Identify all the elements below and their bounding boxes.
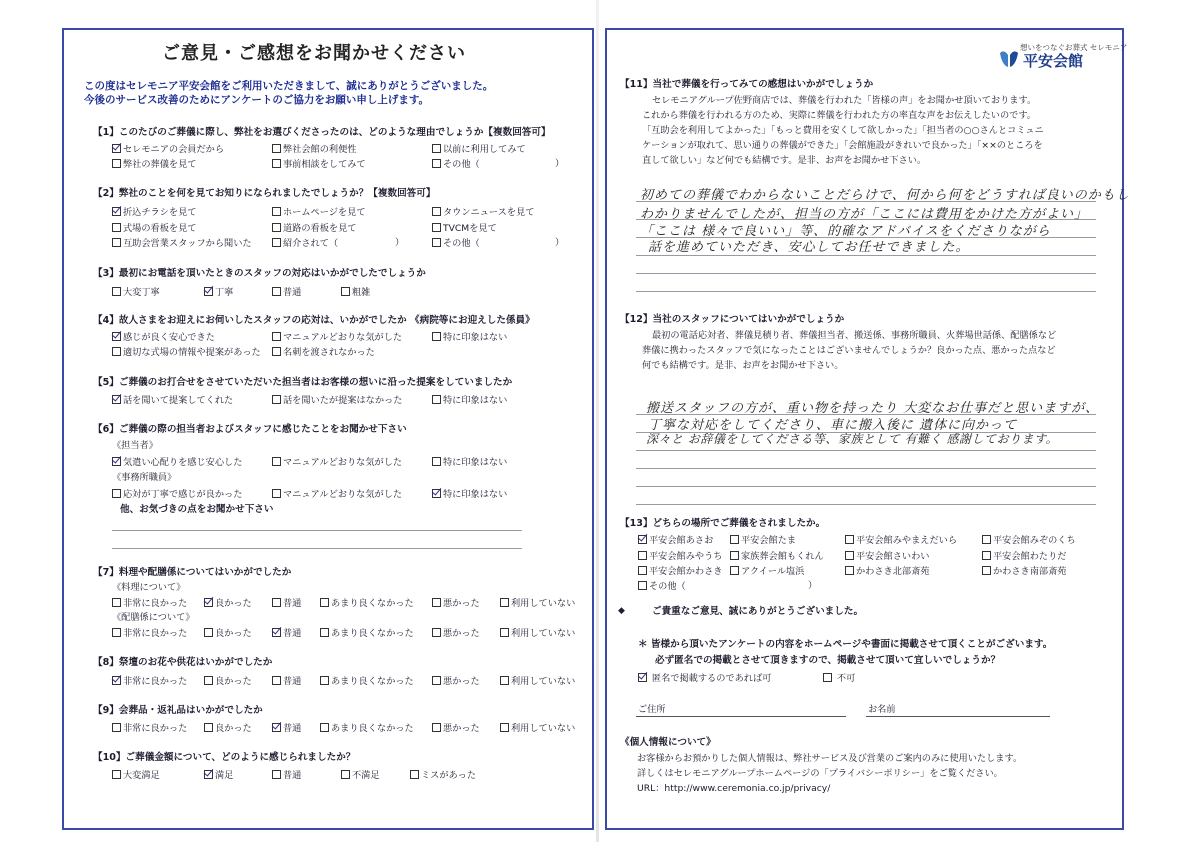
q11-desc-1: セレモニアグループ佐野商店では、葬儀を行われた「皆様の声」をお聞かせ頂いております。 bbox=[652, 95, 1037, 106]
q2-option-road-sign[interactable]: 道路の看板を見て bbox=[272, 223, 357, 234]
q1-title: 【1】このたびのご葬儀に際し、弊社をお選びくださったのは、どのような理由でしょうか【複数回答可】 bbox=[93, 127, 551, 138]
q7-title: 【7】料理や配膳係についてはいかがでしたか bbox=[93, 567, 292, 578]
checkbox[interactable] bbox=[112, 347, 121, 356]
checkbox[interactable] bbox=[272, 238, 281, 247]
checkbox[interactable] bbox=[204, 287, 213, 296]
q5-option-proposed[interactable]: 話を聞いて提案してくれた bbox=[112, 395, 233, 406]
q6-staff-option-manual[interactable]: マニュアルどおりな気がした bbox=[272, 457, 402, 468]
checkbox[interactable] bbox=[982, 566, 991, 575]
q11-line-4 bbox=[636, 255, 1096, 256]
address-field[interactable] bbox=[636, 716, 846, 717]
checkbox[interactable] bbox=[272, 332, 281, 341]
diamond-icon: ◆ bbox=[618, 606, 625, 616]
q13-title: 【13】どちらの場所でご葬儀をされましたか。 bbox=[620, 518, 826, 529]
checkbox[interactable] bbox=[432, 395, 441, 404]
checkbox[interactable] bbox=[500, 628, 509, 637]
checkbox[interactable] bbox=[272, 287, 281, 296]
q6-staff-option-none[interactable]: 特に印象はない bbox=[432, 457, 507, 468]
checkbox[interactable] bbox=[272, 144, 281, 153]
q6-office-option-manual[interactable]: マニュアルどおりな気がした bbox=[272, 489, 402, 500]
q2-option-tvcm[interactable]: TVCMを見て bbox=[432, 223, 497, 234]
q11-desc-5: 直して欲しい」など何でも結構です。是非、お声をお聞かせ下さい。 bbox=[642, 155, 927, 166]
q10-normal[interactable]: 普通 bbox=[272, 770, 301, 781]
q1-option-convenience[interactable]: 弊社会館の利便性 bbox=[272, 144, 357, 155]
checkbox[interactable] bbox=[272, 223, 281, 232]
q2-other-close: ） bbox=[555, 237, 565, 248]
q7-food-not-good[interactable]: あまり良くなかった bbox=[320, 598, 414, 609]
q8-normal[interactable]: 普通 bbox=[272, 676, 301, 687]
checkbox[interactable] bbox=[730, 566, 739, 575]
q2-option-townnews[interactable]: タウンニュースを見て bbox=[432, 207, 534, 218]
checkbox[interactable] bbox=[320, 676, 329, 685]
q4-option-no-impression[interactable]: 特に印象はない bbox=[432, 332, 507, 343]
q2-option-staff[interactable]: 互助会営業スタッフから聞いた bbox=[112, 238, 252, 249]
q7-food-normal[interactable]: 普通 bbox=[272, 598, 301, 609]
checkbox[interactable] bbox=[845, 566, 854, 575]
q11-line-5 bbox=[636, 273, 1096, 274]
checkbox[interactable] bbox=[432, 676, 441, 685]
checkbox[interactable] bbox=[845, 551, 854, 560]
checkbox[interactable] bbox=[112, 676, 121, 685]
q4-option-reassured[interactable]: 感じが良く安心できた bbox=[112, 332, 215, 343]
checkbox[interactable] bbox=[320, 598, 329, 607]
checkbox[interactable] bbox=[982, 551, 991, 560]
q2-option-referral[interactable]: 紹介されて（ bbox=[272, 238, 338, 249]
consent-line-1: ＊ 皆様から頂いたアンケートの内容をホームページや書面に掲載させて頂くことがございます。 bbox=[638, 639, 1053, 650]
q6-title: 【6】ご葬儀の際の担当者およびスタッフに感じたことをお聞かせ下さい bbox=[93, 424, 407, 435]
checkbox[interactable] bbox=[112, 144, 121, 153]
checkbox[interactable] bbox=[638, 551, 647, 560]
checkbox[interactable] bbox=[432, 457, 441, 466]
q9-not-good[interactable]: あまり良くなかった bbox=[320, 723, 414, 734]
privacy-line-2: 詳しくはセレモニアグループホームページの「プライバシーポリシー」をご覧ください。 bbox=[637, 768, 1003, 779]
checkbox[interactable] bbox=[204, 770, 213, 779]
q4-title: 【4】故人さまをお迎えにお伺いしたスタッフの応対は、いかがでしたか 《病院等にお迎えした係員》 bbox=[93, 315, 535, 326]
q7-food-bad[interactable]: 悪かった bbox=[432, 598, 480, 609]
checkbox[interactable] bbox=[432, 628, 441, 637]
q3-option-normal[interactable]: 普通 bbox=[272, 287, 301, 298]
q12-line-5 bbox=[636, 486, 1096, 487]
name-field[interactable] bbox=[866, 716, 1050, 717]
q7-sub-food: 《料理について》 bbox=[112, 582, 186, 593]
checkbox[interactable] bbox=[432, 598, 441, 607]
checkbox[interactable] bbox=[823, 673, 832, 682]
checkbox[interactable] bbox=[320, 723, 329, 732]
q7-food-very-good[interactable]: 非常に良かった bbox=[112, 598, 187, 609]
checkbox[interactable] bbox=[432, 207, 441, 216]
q4-option-hall-info[interactable]: 適切な式場の情報や提案があった bbox=[112, 347, 261, 358]
checkbox[interactable] bbox=[112, 159, 121, 168]
checkbox[interactable] bbox=[112, 489, 121, 498]
address-label: ご住所 bbox=[638, 704, 666, 715]
q1-option-saw-funeral[interactable]: 弊社の葬儀を見て bbox=[112, 159, 197, 170]
q13-hokubu-saien[interactable]: かわさき北部斎苑 bbox=[845, 566, 930, 577]
q12-desc-3: 何でも結構です。是非、お声をお聞かせ下さい。 bbox=[642, 360, 844, 371]
checkbox[interactable] bbox=[730, 535, 739, 544]
checkbox[interactable] bbox=[432, 238, 441, 247]
q6-sub-office: 《事務所職員》 bbox=[112, 472, 177, 483]
q13-mizonokuchi[interactable]: 平安会館みぞのくち bbox=[982, 535, 1076, 546]
q2-referral-close: ） bbox=[395, 237, 405, 248]
checkbox[interactable] bbox=[272, 489, 281, 498]
checkbox[interactable] bbox=[500, 598, 509, 607]
checkbox[interactable] bbox=[845, 535, 854, 544]
q11-answer-2[interactable]: わかりませんでしたが、担当の方が「ここには費用をかけた方がよい」 bbox=[640, 207, 1089, 222]
q12-answer-2[interactable]: 丁寧な対応をしてくださり、車に搬入後に 遺体に向かって bbox=[648, 418, 1018, 433]
q13-saiwai[interactable]: 平安会館さいわい bbox=[845, 551, 930, 562]
q3-option-rough[interactable]: 粗雑 bbox=[341, 287, 370, 298]
q13-asao[interactable]: 平安会館あさお bbox=[638, 535, 713, 546]
logo-name: 平安会館 bbox=[1023, 52, 1084, 70]
q2-title: 【2】弊社のことを何を見てお知りになられましたでしょうか？【複数回答可】 bbox=[93, 188, 436, 199]
checkbox[interactable] bbox=[500, 676, 509, 685]
q6-staff-option-care[interactable]: 気遣い心配りを感じ安心した bbox=[112, 457, 242, 468]
checkbox[interactable] bbox=[638, 673, 647, 682]
q8-not-used[interactable]: 利用していない bbox=[500, 676, 575, 687]
q13-other-close: ） bbox=[808, 580, 818, 591]
intro-line-1: この度はセレモニア平安会館をご利用いただきまして、誠にありがとうございました。 bbox=[84, 80, 494, 92]
q9-title: 【9】会葬品・返礼品はいかがでしたか bbox=[93, 705, 263, 716]
q12-answer-3[interactable]: 深々と お辞儀をしてくださる等、家族として 有難く 感謝しております。 bbox=[646, 432, 1058, 446]
consent-option-anonymous[interactable]: 匿名で掲載するのであれば可 bbox=[638, 673, 771, 684]
q9-good[interactable]: 良かった bbox=[204, 723, 252, 734]
checkbox[interactable] bbox=[410, 770, 419, 779]
privacy-url[interactable]: URL：http://www.ceremonia.co.jp/privacy/ bbox=[637, 783, 831, 794]
checkbox[interactable] bbox=[112, 457, 121, 466]
checkbox[interactable] bbox=[272, 207, 281, 216]
checkbox[interactable] bbox=[500, 723, 509, 732]
privacy-title: 《個人情報について》 bbox=[620, 737, 716, 748]
form-title: ご意見・ご感想をお聞かせください bbox=[162, 43, 466, 64]
page-fold bbox=[596, 0, 599, 842]
checkbox[interactable] bbox=[272, 457, 281, 466]
q11-desc-2: これから葬儀を行われる方のため、実際に葬儀を行われた方の率直な声をお伝えしたいのです。 bbox=[642, 110, 1036, 121]
checkbox[interactable] bbox=[112, 723, 121, 732]
q12-answer-1[interactable]: 搬送スタッフの方が、重い物を持ったり 大変なお仕事だと思いますが、 bbox=[646, 401, 1100, 416]
q8-very-good[interactable]: 非常に良かった bbox=[112, 676, 187, 687]
q8-good[interactable]: 良かった bbox=[204, 676, 252, 687]
checkbox[interactable] bbox=[341, 770, 350, 779]
q7-sub-serving: 《配膳係について》 bbox=[112, 612, 195, 623]
checkbox[interactable] bbox=[638, 581, 647, 590]
q3-option-polite[interactable]: 丁寧 bbox=[204, 287, 233, 298]
logo-tagline: 想いをつなぐお葬式 セレモニア bbox=[1020, 43, 1128, 52]
checkbox[interactable] bbox=[272, 598, 281, 607]
q6-answer-line-2[interactable] bbox=[112, 548, 522, 549]
q12-desc-1: 最初の電話応対者、葬儀見積り者、葬儀担当者、搬送係、事務所職員、火葬場世話係、配膳係など bbox=[652, 330, 1057, 341]
checkbox[interactable] bbox=[432, 723, 441, 732]
checkbox[interactable] bbox=[204, 628, 213, 637]
checkbox[interactable] bbox=[638, 566, 647, 575]
checkbox[interactable] bbox=[112, 332, 121, 341]
checkbox[interactable] bbox=[112, 207, 121, 216]
q7-serving-not-good[interactable]: あまり良くなかった bbox=[320, 628, 414, 639]
intro-line-2: 今後のサービス改善のためにアンケートのご協力をお願い申し上げます。 bbox=[84, 94, 430, 106]
q13-nanbu-saien[interactable]: かわさき南部斎苑 bbox=[982, 566, 1067, 577]
q6-answer-line-1[interactable] bbox=[112, 530, 522, 531]
q13-other[interactable]: その他（ bbox=[638, 581, 686, 592]
q13-miyamaedaira[interactable]: 平安会館みやまえだいら bbox=[845, 535, 957, 546]
q7-serving-normal[interactable]: 普通 bbox=[272, 628, 301, 639]
q10-very-satisfied[interactable]: 大変満足 bbox=[112, 770, 160, 781]
checkbox[interactable] bbox=[112, 287, 121, 296]
checkbox[interactable] bbox=[112, 598, 121, 607]
q10-mistake[interactable]: ミスがあった bbox=[410, 770, 476, 781]
checkbox[interactable] bbox=[112, 395, 121, 404]
checkbox[interactable] bbox=[272, 395, 281, 404]
checkbox[interactable] bbox=[730, 551, 739, 560]
q7-serving-not-used[interactable]: 利用していない bbox=[500, 628, 575, 639]
q12-title: 【12】当社のスタッフについてはいかがでしょうか bbox=[620, 314, 845, 325]
name-label: お名前 bbox=[868, 704, 896, 715]
checkbox[interactable] bbox=[272, 159, 281, 168]
q11-desc-4: ケーションが取れて、思い通りの葬儀ができた」「会館施設がきれいで良かった」「××のところを bbox=[642, 140, 1043, 151]
q9-not-used[interactable]: 利用していない bbox=[500, 723, 575, 734]
q2-option-homepage[interactable]: ホームページを見て bbox=[272, 207, 366, 218]
q3-option-very-polite[interactable]: 大変丁寧 bbox=[112, 287, 160, 298]
q7-serving-very-good[interactable]: 非常に良かった bbox=[112, 628, 187, 639]
q11-answer-1[interactable]: 初めての葬儀でわからないことだらけで、何から何をどうすれば良いのかもし bbox=[640, 188, 1130, 203]
q8-not-good[interactable]: あまり良くなかった bbox=[320, 676, 414, 687]
q11-line-6 bbox=[636, 291, 1096, 292]
q6-sub-staff: 《担当者》 bbox=[112, 440, 158, 451]
q4-option-no-card[interactable]: 名刺を渡されなかった bbox=[272, 347, 375, 358]
q7-food-good[interactable]: 良かった bbox=[204, 598, 252, 609]
q2-option-other[interactable]: その他（ bbox=[432, 238, 480, 249]
checkbox[interactable] bbox=[204, 676, 213, 685]
checkbox[interactable] bbox=[341, 287, 350, 296]
q12-line-6 bbox=[636, 504, 1096, 505]
thanks-message: ご貴重なご意見、誠にありがとうございました。 bbox=[652, 606, 864, 617]
q9-very-good[interactable]: 非常に良かった bbox=[112, 723, 187, 734]
q7-food-not-used[interactable]: 利用していない bbox=[500, 598, 575, 609]
q12-desc-2: 葬儀に携わったスタッフで気になったことはございませんでしょうか？良かった点、悪かった点など bbox=[642, 345, 1056, 356]
q13-accueil-shiohama[interactable]: アクイール塩浜 bbox=[730, 566, 804, 577]
checkbox[interactable] bbox=[112, 238, 121, 247]
q4-option-manual[interactable]: マニュアルどおりな気がした bbox=[272, 332, 402, 343]
checkbox[interactable] bbox=[112, 223, 121, 232]
checkbox[interactable] bbox=[112, 628, 121, 637]
checkbox[interactable] bbox=[432, 144, 441, 153]
checkbox[interactable] bbox=[432, 332, 441, 341]
q10-satisfied[interactable]: 満足 bbox=[204, 770, 233, 781]
q5-option-no-impression[interactable]: 特に印象はない bbox=[432, 395, 507, 406]
q1-option-other[interactable]: その他（ bbox=[432, 159, 480, 170]
consent-line-2: 必ず匿名での掲載とさせて頂きますので、掲載させて頂いて宜しいでしょうか？ bbox=[655, 655, 1001, 666]
q13-kawasaki[interactable]: 平安会館かわさき bbox=[638, 566, 723, 577]
q8-bad[interactable]: 悪かった bbox=[432, 676, 480, 687]
q1-other-close: ） bbox=[555, 158, 565, 169]
q7-serving-bad[interactable]: 悪かった bbox=[432, 628, 480, 639]
q5-title: 【5】ご葬儀のお打合せをさせていただいた担当者はお客様の想いに沿った提案をしていましたか bbox=[93, 377, 513, 388]
q2-option-flyer[interactable]: 折込チラシを見て bbox=[112, 207, 197, 218]
q2-option-hall-sign[interactable]: 式場の看板を見て bbox=[112, 223, 197, 234]
checkbox[interactable] bbox=[432, 489, 441, 498]
privacy-line-1: お客様からお預かりした個人情報は、弊社サービス及び営業のご案内のみに使用いたします。 bbox=[637, 753, 1023, 764]
q10-title: 【10】ご葬儀金額について、どのように感じられましたか？ bbox=[93, 752, 356, 763]
q11-answer-3[interactable]: 「ここは 様々で良いい」等、的確なアドバイスをくださりながら bbox=[640, 224, 1051, 239]
q12-line-4 bbox=[636, 468, 1096, 469]
checkbox[interactable] bbox=[638, 535, 647, 544]
q9-normal[interactable]: 普通 bbox=[272, 723, 301, 734]
q13-watarida[interactable]: 平安会館わたりだ bbox=[982, 551, 1067, 562]
consent-option-refuse[interactable]: 不可 bbox=[823, 673, 855, 684]
company-logo-icon bbox=[998, 49, 1020, 69]
checkbox[interactable] bbox=[272, 628, 281, 637]
checkbox[interactable] bbox=[272, 723, 281, 732]
checkbox[interactable] bbox=[272, 676, 281, 685]
checkbox[interactable] bbox=[204, 723, 213, 732]
q1-option-member[interactable]: セレモニアの会員だから bbox=[112, 144, 224, 155]
q11-answer-4[interactable]: 話を進めていただき、安心してお任せできました。 bbox=[648, 240, 970, 255]
q3-title: 【3】最初にお電話を頂いたときのスタッフの対応はいかがでしたでしょうか bbox=[93, 268, 426, 279]
q5-option-no-proposal[interactable]: 話を聞いたが提案はなかった bbox=[272, 395, 402, 406]
q1-option-used-before[interactable]: 以前に利用してみて bbox=[432, 144, 526, 155]
q11-desc-3: 「互助会を利用してよかった」「もっと費用を安くして欲しかった」「担当者の○○さんとコミュニ bbox=[642, 125, 1044, 136]
checkbox[interactable] bbox=[272, 347, 281, 356]
q1-option-consultation[interactable]: 事前相談をしてみて bbox=[272, 159, 366, 170]
checkbox[interactable] bbox=[320, 628, 329, 637]
checkbox[interactable] bbox=[432, 223, 441, 232]
q6-other-label: 他、お気づきの点をお聞かせ下さい bbox=[120, 504, 274, 515]
q12-line-3 bbox=[636, 450, 1096, 451]
checkbox[interactable] bbox=[982, 535, 991, 544]
q9-bad[interactable]: 悪かった bbox=[432, 723, 480, 734]
checkbox[interactable] bbox=[112, 770, 121, 779]
q13-tama[interactable]: 平安会館たま bbox=[730, 535, 796, 546]
q13-miyauchi[interactable]: 平安会館みやうち bbox=[638, 551, 723, 562]
checkbox[interactable] bbox=[204, 598, 213, 607]
q6-office-option-polite[interactable]: 応対が丁寧で感じが良かった bbox=[112, 489, 242, 500]
q13-mokuren[interactable]: 家族葬会館もくれん bbox=[730, 551, 824, 562]
checkbox[interactable] bbox=[432, 159, 441, 168]
q8-title: 【8】祭壇のお花や供花はいかがでしたか bbox=[93, 657, 273, 668]
checkbox[interactable] bbox=[272, 770, 281, 779]
q6-office-option-none[interactable]: 特に印象はない bbox=[432, 489, 507, 500]
q7-serving-good[interactable]: 良かった bbox=[204, 628, 252, 639]
q11-title: 【11】当社で葬儀を行ってみての感想はいかがでしょうか bbox=[620, 79, 874, 90]
q10-dissatisfied[interactable]: 不満足 bbox=[341, 770, 380, 781]
